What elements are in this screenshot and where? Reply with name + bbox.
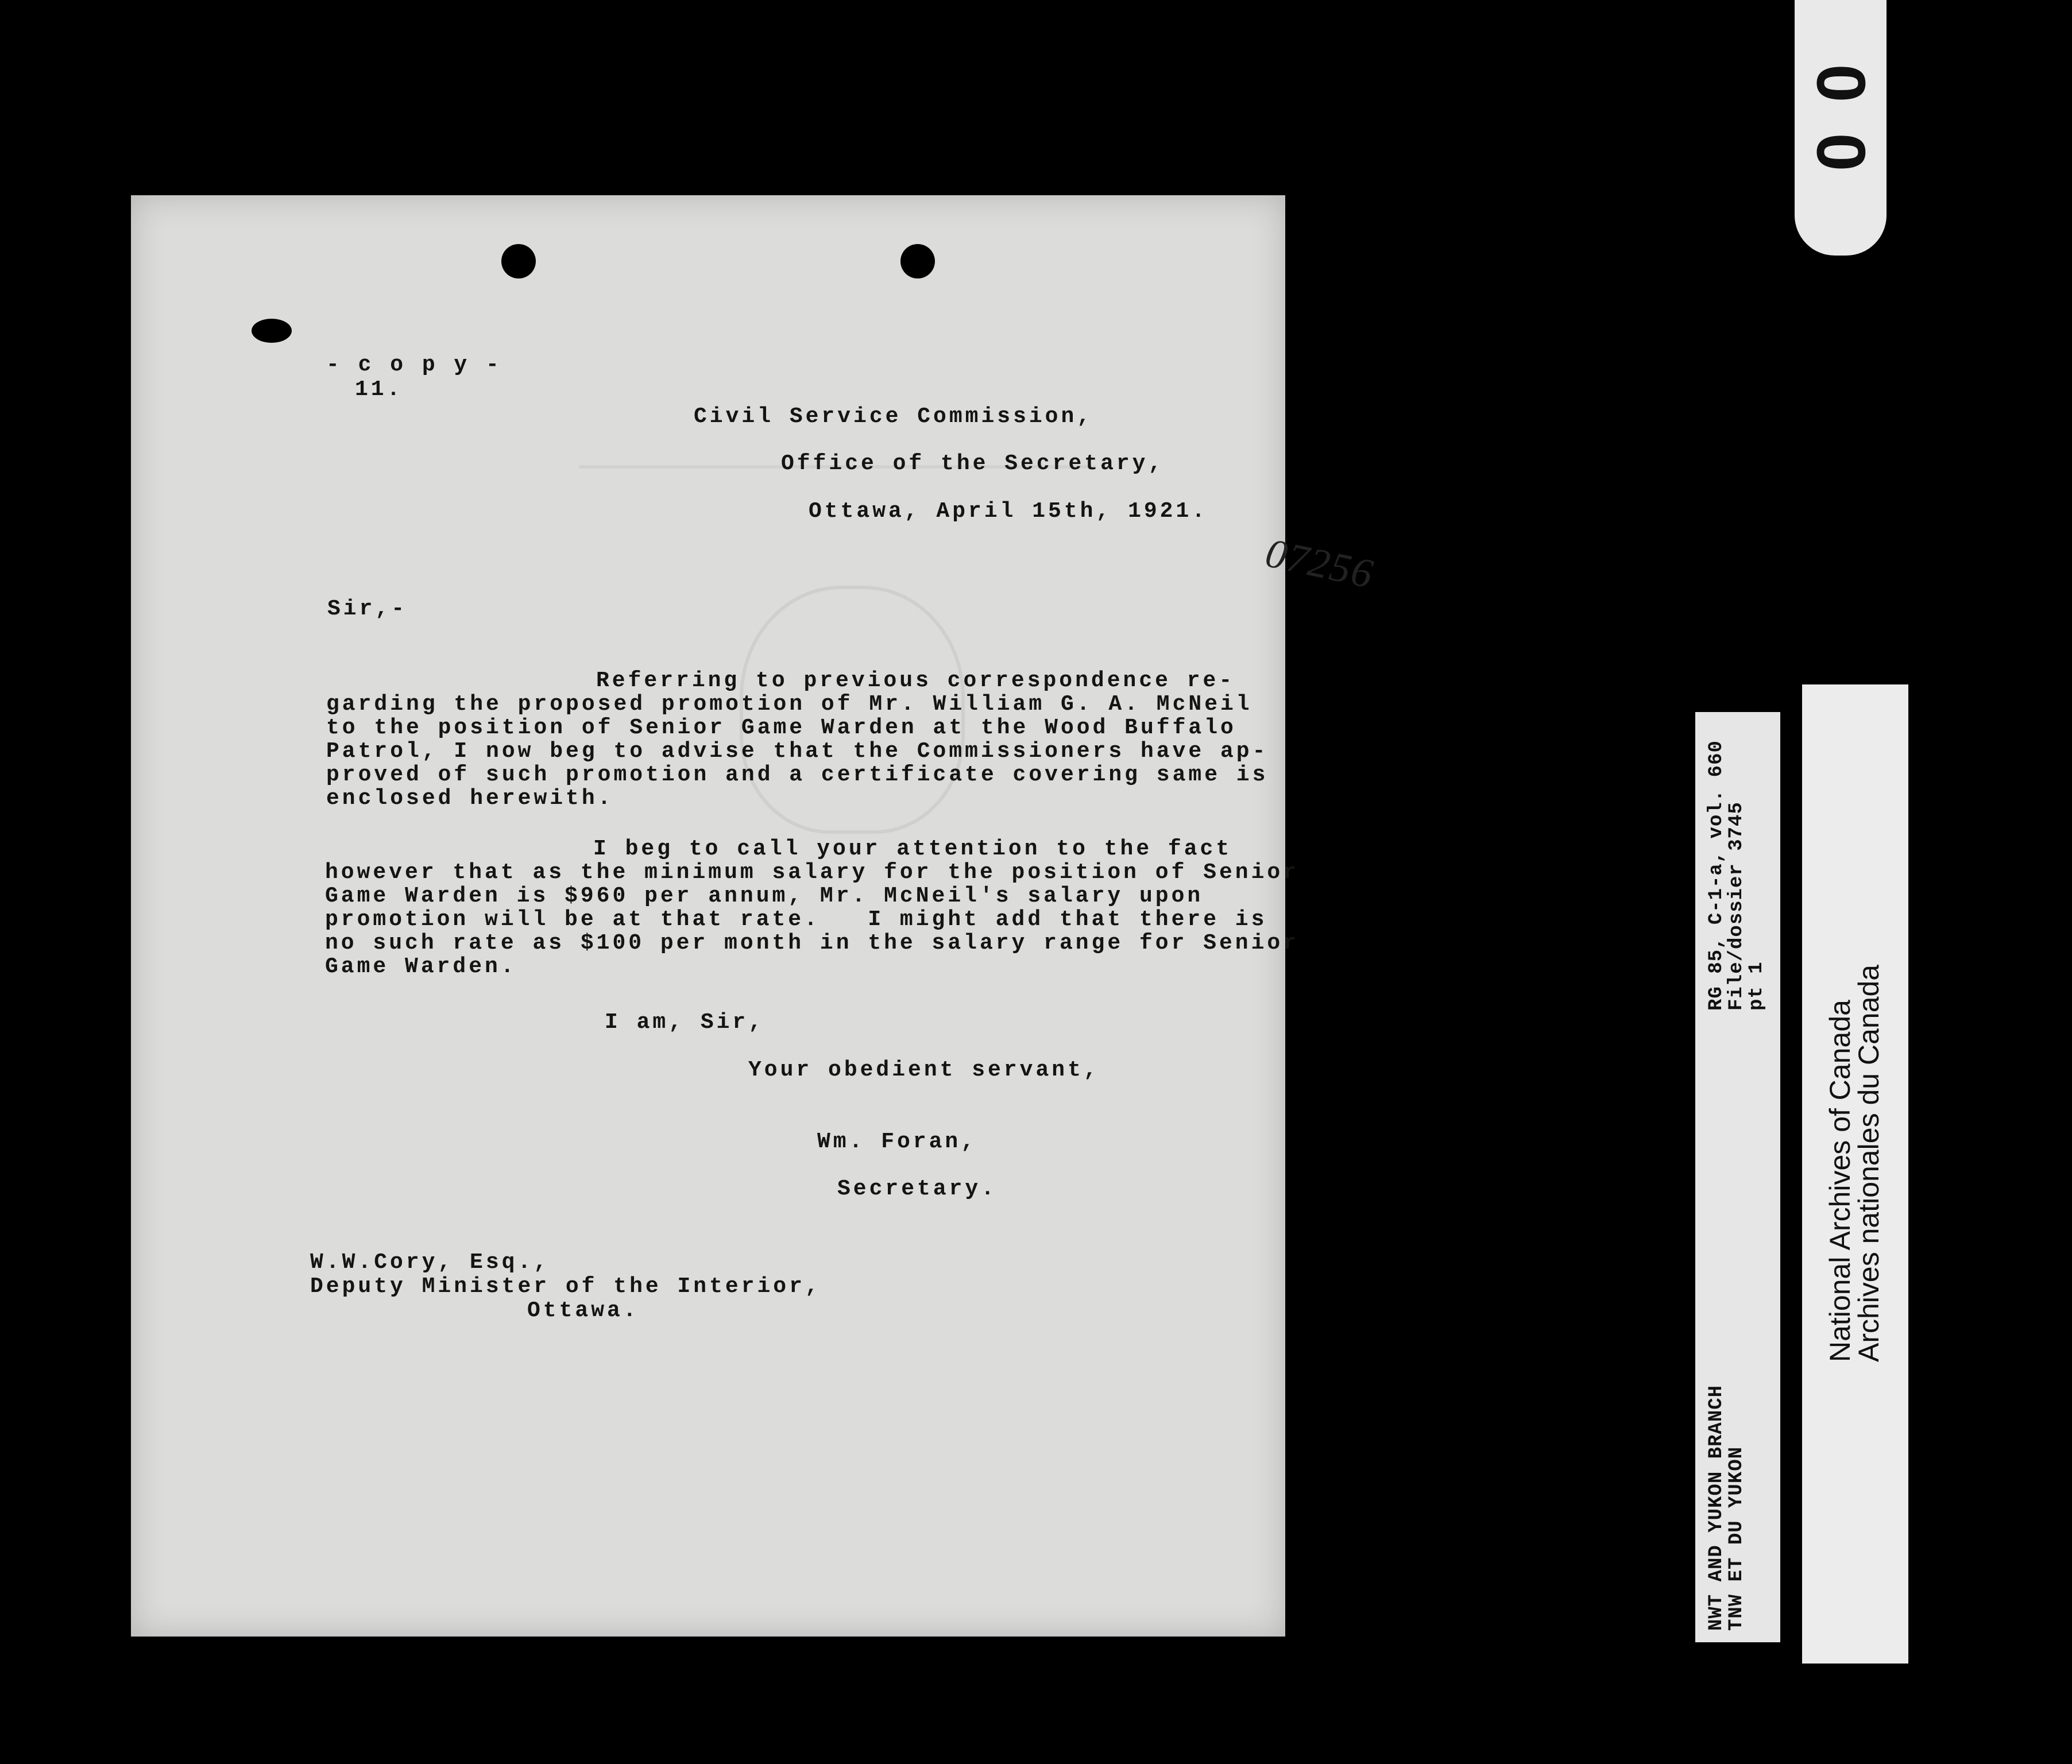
recipient-position: Deputy Minister of the Interior, [310, 1274, 821, 1299]
paragraph-1-line: Patrol, I now beg to advise that the Commissioners have ap- [326, 739, 1269, 764]
letter-page [131, 195, 1378, 1637]
film-frame-number: 0 0 [1802, 64, 1880, 177]
paragraph-2-line: no such rate as $100 per month in the salary range for Senior [325, 931, 1300, 956]
institution-line-en: National Archives of Canada [1824, 1000, 1856, 1362]
closing-line-1: I am, Sir, [605, 1010, 765, 1035]
branch-line: NWT AND YUKON BRANCH [1706, 1384, 1727, 1631]
letter-number: 11. [355, 377, 403, 402]
copy-mark: - c o p y - [326, 353, 502, 377]
paragraph-1-line: garding the proposed promotion of Mr. William G. A. McNeil [326, 692, 1253, 717]
letter-date: Ottawa, April 15th, 1921. [809, 499, 1208, 524]
recipient-city: Ottawa. [527, 1298, 639, 1323]
salutation: Sir,- [327, 597, 408, 621]
closing-line-2: Your obedient servant, [748, 1058, 1100, 1082]
paragraph-1-line: proved of such promotion and a certificate covering same is [326, 763, 1269, 787]
archive-reference-label [1695, 712, 1780, 1642]
recipient-name: W.W.Cory, Esq., [310, 1250, 550, 1275]
ink-blot [252, 319, 292, 343]
paragraph-2-line: promotion will be at that rate. I might add that there is [325, 907, 1267, 932]
institution-line-fr: Archives nationales du Canada [1853, 964, 1885, 1362]
punch-hole-right [900, 244, 935, 278]
paragraph-2-line: Game Warden is $960 per annum, Mr. McNeil's salary upon [325, 884, 1204, 908]
paragraph-1-line: to the position of Senior Game Warden at the Wood Buffalo [326, 715, 1236, 740]
archive-institution-label [1802, 684, 1908, 1664]
header-line-2: Office of the Secretary, [781, 451, 1165, 476]
reference-line: RG 85, C-1-a, vol. 660 [1706, 740, 1727, 1011]
paragraph-1-line: Referring to previous correspondence re- [596, 668, 1235, 693]
punch-hole-left [501, 244, 536, 278]
reference-line: File/dossier 3745 [1726, 802, 1748, 1011]
film-frame-tab [1795, 0, 1887, 256]
paragraph-1-line: enclosed herewith. [326, 786, 614, 811]
paragraph-2-line: however that as the minimum salary for the position of Senior [325, 860, 1300, 885]
paragraph-2-line: I beg to call your attention to the fact [593, 837, 1232, 861]
file-stamp-number: 07256 [1261, 529, 1378, 597]
reference-line: pt 1 [1746, 961, 1768, 1011]
signature: Wm. Foran, [817, 1129, 977, 1154]
branch-line: TNW ET DU YUKON [1726, 1446, 1748, 1631]
film-frame-number-box [1802, 52, 1880, 189]
paragraph-2-line: Game Warden. [325, 954, 517, 979]
header-line-1: Civil Service Commission, [694, 404, 1093, 429]
signatory-title: Secretary. [837, 1177, 998, 1201]
